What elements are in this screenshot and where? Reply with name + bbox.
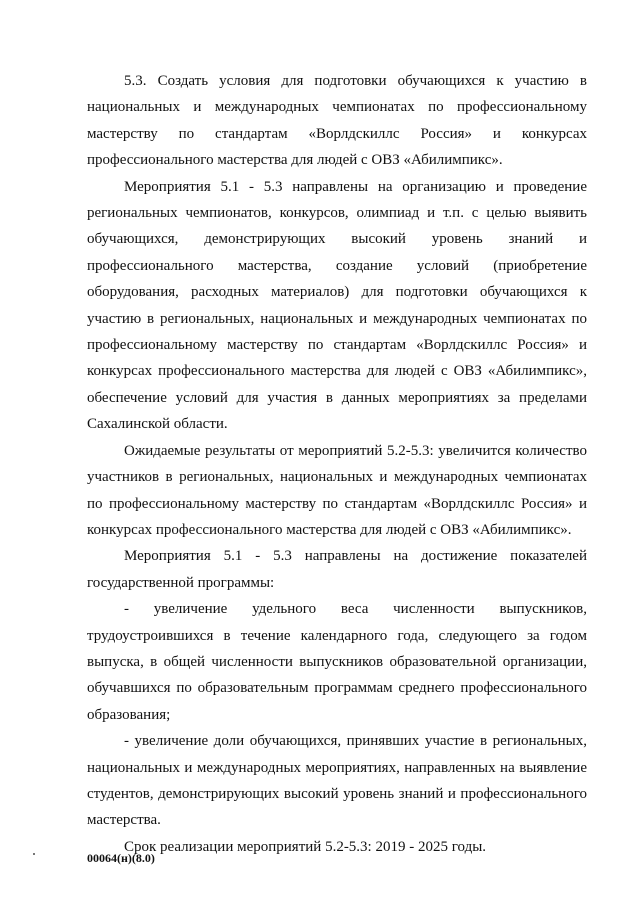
paragraph-measures-description: Мероприятия 5.1 - 5.3 направлены на организацию и проведение региональных чемпионатов, конкурсов, олимпиад и т.п. с целью выявить обучающихся, демонстрирующих высокий уровень знаний и профессионального мастерства, создание условий (приобретение оборудования, расходных материалов) для подготовки обучающихся к участию в региональных, национальных и международных чемпионатах по профессиональному мастерству по стандартам «Ворлдскиллс Россия» и конкурсах профессионального мастерства для людей с ОВЗ «Абилимпикс», обеспечение условий для участия в данных мероприятиях за пределами Сахалинской области. [87, 178, 587, 433]
paragraph-5-3-goal: 5.3. Создать условия для подготовки обучающихся к участию в национальных и международных чемпионатах по профессиональному мастерству по стандартам «Ворлдскиллс Россия» и конкурсах профессионального мастерства для людей с ОВЗ «Абилимпикс». [87, 73, 587, 169]
document-footer-code: 00064(н)(8.0) [87, 851, 155, 865]
paragraph-expected-results: Ожидаемые результаты от мероприятий 5.2-5.3: увеличится количество участников в региональных, национальных и международных чемпионатах по профессиональному мастерству по стандартам «Ворлдскиллс Россия» и конкурсах профессионального мастерства для людей с ОВЗ «Абилимпикс». [87, 442, 587, 538]
paragraph-indicators-intro: Мероприятия 5.1 - 5.3 направлены на достижение показателей государственной программы: [87, 548, 587, 591]
list-item-graduates-employment: - увеличение удельного веса численности выпускников, трудоустроившихся в течение календарного года, следующего за годом выпуска, в общей численности выпускников образовательной организации, обучавшихся по образовательным программам среднего профессионального образования; [87, 601, 587, 723]
document-body [87, 68, 587, 860]
scan-speck [33, 853, 35, 855]
list-item-participants-share: - увеличение доли обучающихся, принявших участие в региональных, национальных и международных мероприятиях, направленных на выявление студентов, демонстрирующих высокий уровень знаний и профессионального мастерства. [87, 733, 587, 829]
paragraph-implementation-period: Срок реализации мероприятий 5.2-5.3: 2019 - 2025 годы. [124, 838, 487, 855]
